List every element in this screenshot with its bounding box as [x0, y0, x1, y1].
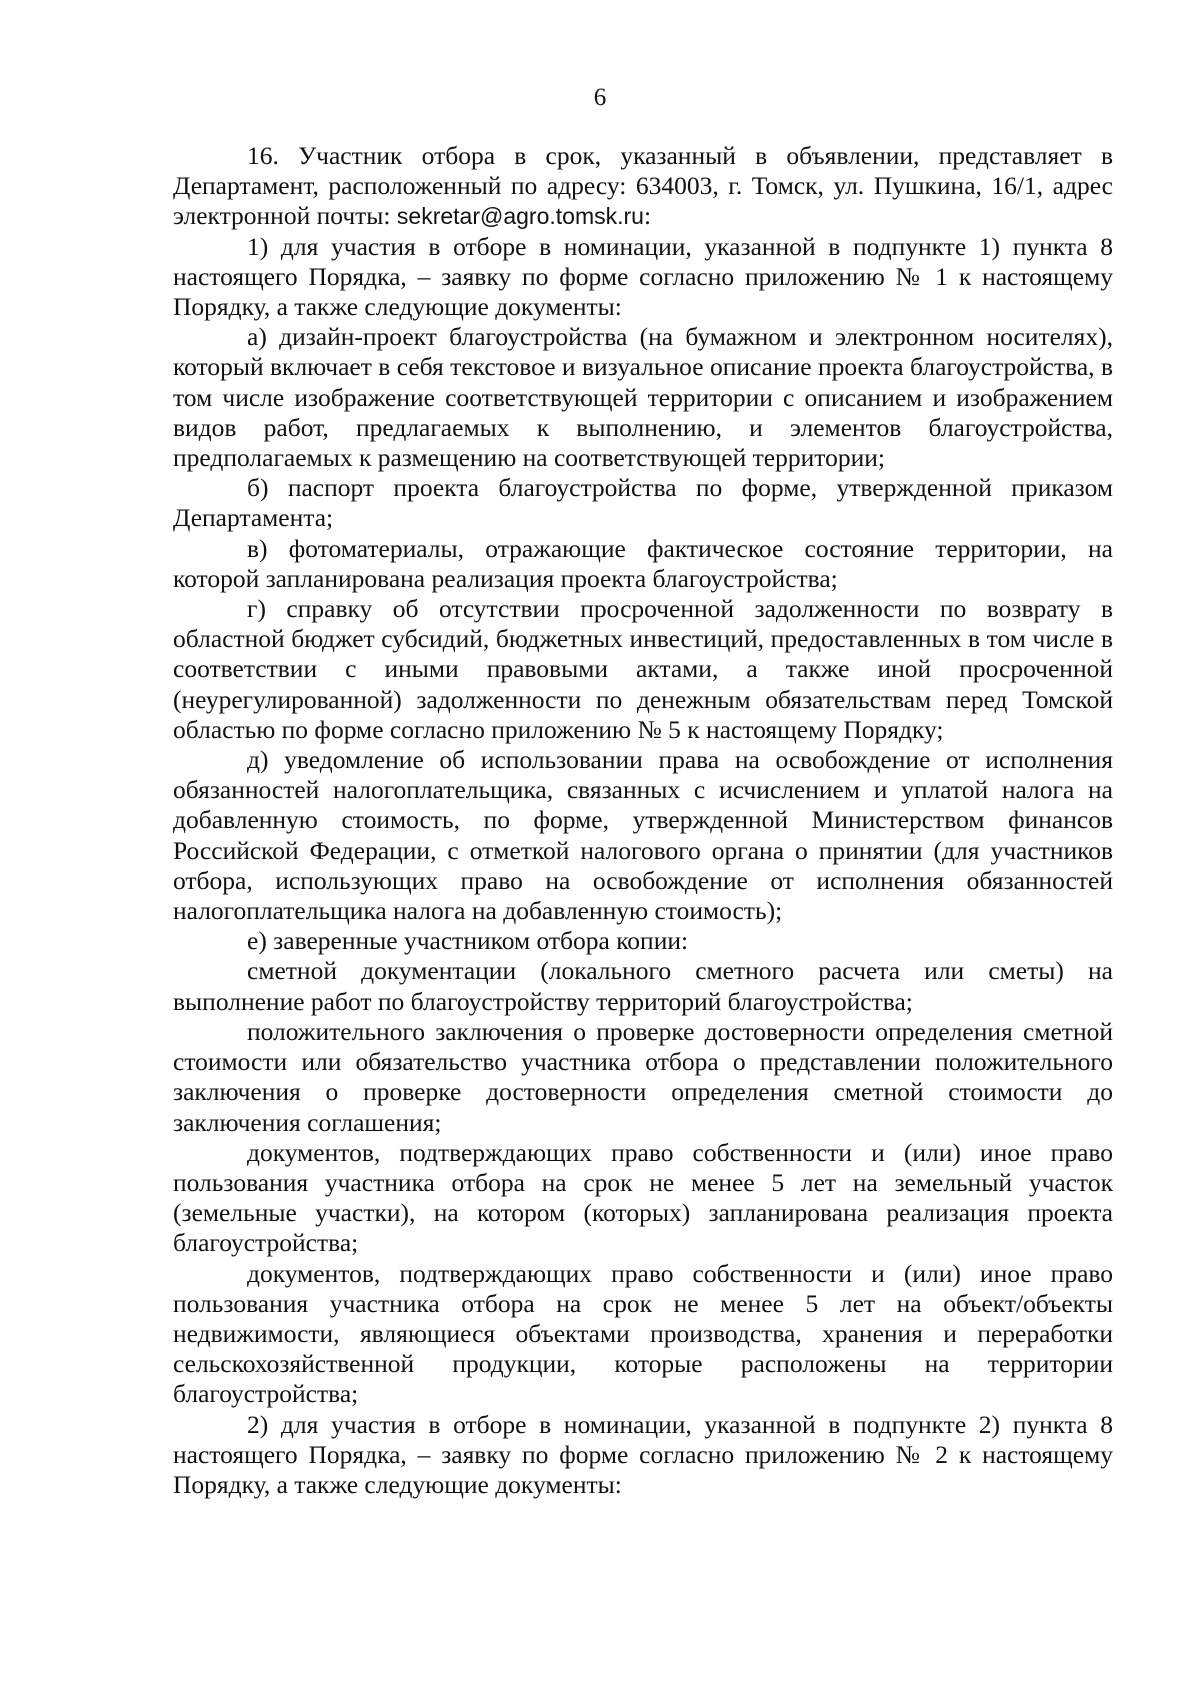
paragraph-item-g: г) справку об отсутствии просроченной задолженности по возврату в областной бюджет субсидий, бюджетных инвестиций, предоставленных в том числе в соответствии с иными правовыми актами, а также иной просроченной (неурегулированной) задолженности по денежным обязательствам перед Томской областью по форме согласно приложению № 5 к настоящему Порядку; — [173, 594, 1113, 744]
paragraph-punctuation: : — [643, 201, 652, 231]
paragraph-item-2: 2) для участия в отборе в номинации, указанной в подпункте 2) пункта 8 настоящего Порядка, – заявку по форме согласно приложению № 2 к настоящему Порядку, а также следующие документы: — [173, 1409, 1113, 1499]
paragraph-item-d: д) уведомление об использовании права на освобождение от исполнения обязанностей налогоплательщика, связанных с исчислением и уплатой налога на добавленную стоимость, по форме, утвержденной Министерством финансов Российской Федерации, с отметкой налогового органа о принятии (для участников отбора, использующих право на освобождение от исполнения обязанностей налогоплательщика налога на добавленную стоимость); — [173, 745, 1113, 926]
paragraph-16 — [173, 141, 1113, 232]
paragraph-item-1: 1) для участия в отборе в номинации, указанной в подпункте 1) пункта 8 настоящего Порядка, – заявку по форме согласно приложению № 1 к настоящему Порядку, а также следующие документы: — [173, 231, 1113, 322]
paragraph-land-rights: документов, подтверждающих право собственности и (или) иное право пользования участника отбора на срок не менее 5 лет на земельный участок (земельные участки), на котором (которых) запланирована реализация проекта благоустройства; — [173, 1137, 1113, 1258]
document-body — [173, 141, 1113, 1500]
paragraph-item-a: а) дизайн-проект благоустройства (на бумажном и электронном носителях), который включает в себя текстовое и визуальное описание проекта благоустройства, в том числе изображение соответствующей территории с описанием и изображением видов работ, предлагаемых к выполнению, и элементов благоустройства, предполагаемых к размещению на соответствующей территории; — [173, 322, 1113, 473]
paragraph-property-rights: документов, подтверждающих право собственности и (или) иное право пользования участника отбора на срок не менее 5 лет на объект/объекты недвижимости, являющиеся объектами производства, хранения и переработки сельскохозяйственной продукции, которые расположены на территории благоустройства; — [173, 1258, 1113, 1409]
paragraph-text: 16. Участник отбора в срок, указанный в объявлении, представляет в Департамент, расположенный по адресу: 634003, г. Томск, ул. Пушкина, 16/1, адрес электронной почты: — [173, 141, 1113, 231]
paragraph-estimate-docs: сметной документации (локального сметного расчета или сметы) на выполнение работ по благоустройству территорий благоустройства; — [173, 956, 1113, 1016]
paragraph-item-e: е) заверенные участником отбора копии: — [247, 926, 689, 956]
paragraph-positive-conclusion: положительного заключения о проверке достоверности определения сметной стоимости или обязательство участника отбора о представлении положительного заключения о проверке достоверности определения сметной стоимости до заключения соглашения; — [173, 1016, 1113, 1137]
page-number: 6 — [593, 84, 607, 111]
paragraph-item-b: б) паспорт проекта благоустройства по форме, утвержденной приказом Департамента; — [173, 473, 1113, 533]
email-address: sekretar@agro.tomsk.ru — [396, 203, 644, 230]
paragraph-item-v: в) фотоматериалы, отражающие фактическое состояние территории, на которой запланирована реализация проекта благоустройства; — [173, 533, 1113, 593]
